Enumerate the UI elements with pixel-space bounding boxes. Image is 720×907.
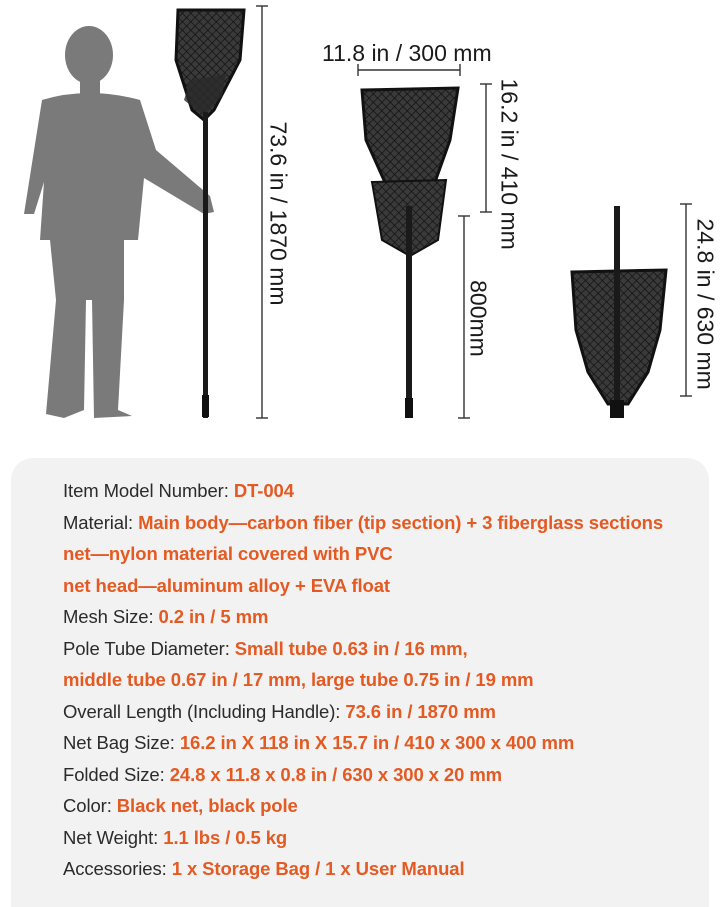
spec-label: Color: [63, 795, 117, 816]
spec-row-accessories [63, 858, 465, 880]
folded-length-label: 24.8 in / 630 mm [692, 218, 719, 390]
net-full-length [176, 10, 244, 418]
spec-value: 0.2 in / 5 mm [158, 606, 269, 627]
spec-label: Mesh Size: [63, 606, 159, 627]
net-folded-view [572, 206, 666, 418]
spec-value: net head—aluminum alloy + EVA float [63, 574, 390, 596]
spec-label: Overall Length (Including Handle): [63, 700, 346, 722]
spec-value: 16.2 in X 118 in X 15.7 in / 410 x 300 x 400 mm [179, 732, 575, 753]
folded-length-dimension [680, 204, 692, 396]
spec-row-material-net [63, 543, 393, 565]
spec-row-mesh-size [63, 606, 268, 628]
spec-row-color [63, 795, 298, 817]
head-width-label: 11.8 in / 300 mm [322, 40, 492, 66]
overall-length-label: 73.6 in / 1870 mm [265, 121, 292, 306]
spec-row-tube-diameter-cont [63, 669, 534, 691]
spec-row-net-weight [63, 827, 287, 849]
spec-value: 24.8 x 11.8 x 0.8 in / 630 x 300 x 20 mm [169, 763, 503, 785]
spec-row-folded-size [63, 764, 502, 786]
net-head-view [362, 88, 458, 418]
spec-value: Black net, black pole [116, 795, 298, 816]
spec-label: Net Bag Size: [63, 732, 180, 753]
spec-row-net-bag-size [63, 732, 574, 754]
spec-row-material [63, 512, 663, 534]
handle-length-label: 800mm [465, 280, 492, 357]
spec-label: Material: [63, 511, 139, 533]
spec-card [11, 458, 709, 907]
spec-label: Net Weight: [63, 826, 164, 848]
spec-label: Item Model Number: [63, 480, 234, 501]
head-height-label: 16.2 in / 410 mm [496, 78, 523, 250]
spec-value: Main body—carbon fiber (tip section) + 3 fiberglass sections [138, 511, 664, 533]
spec-label: Accessories: [63, 858, 172, 879]
spec-value: Small tube 0.63 in / 16 mm, [234, 637, 468, 659]
spec-value: net—nylon material covered with PVC [63, 543, 393, 564]
spec-value: 1.1 lbs / 0.5 kg [163, 826, 288, 848]
spec-row-tube-diameter [63, 638, 468, 660]
spec-value: 73.6 in / 1870 mm [345, 700, 496, 722]
spec-value: 1 x Storage Bag / 1 x User Manual [171, 858, 465, 879]
spec-value: middle tube 0.67 in / 17 mm, large tube 0.75 in / 19 mm [63, 669, 534, 690]
spec-label: Folded Size: [63, 763, 170, 785]
spec-value: DT-004 [233, 480, 294, 501]
spec-row-model [63, 480, 294, 502]
spec-row-material-head [63, 575, 390, 597]
spec-row-overall-length [63, 701, 496, 723]
head-height-dimension [480, 84, 492, 212]
spec-label: Pole Tube Diameter: [63, 637, 235, 659]
